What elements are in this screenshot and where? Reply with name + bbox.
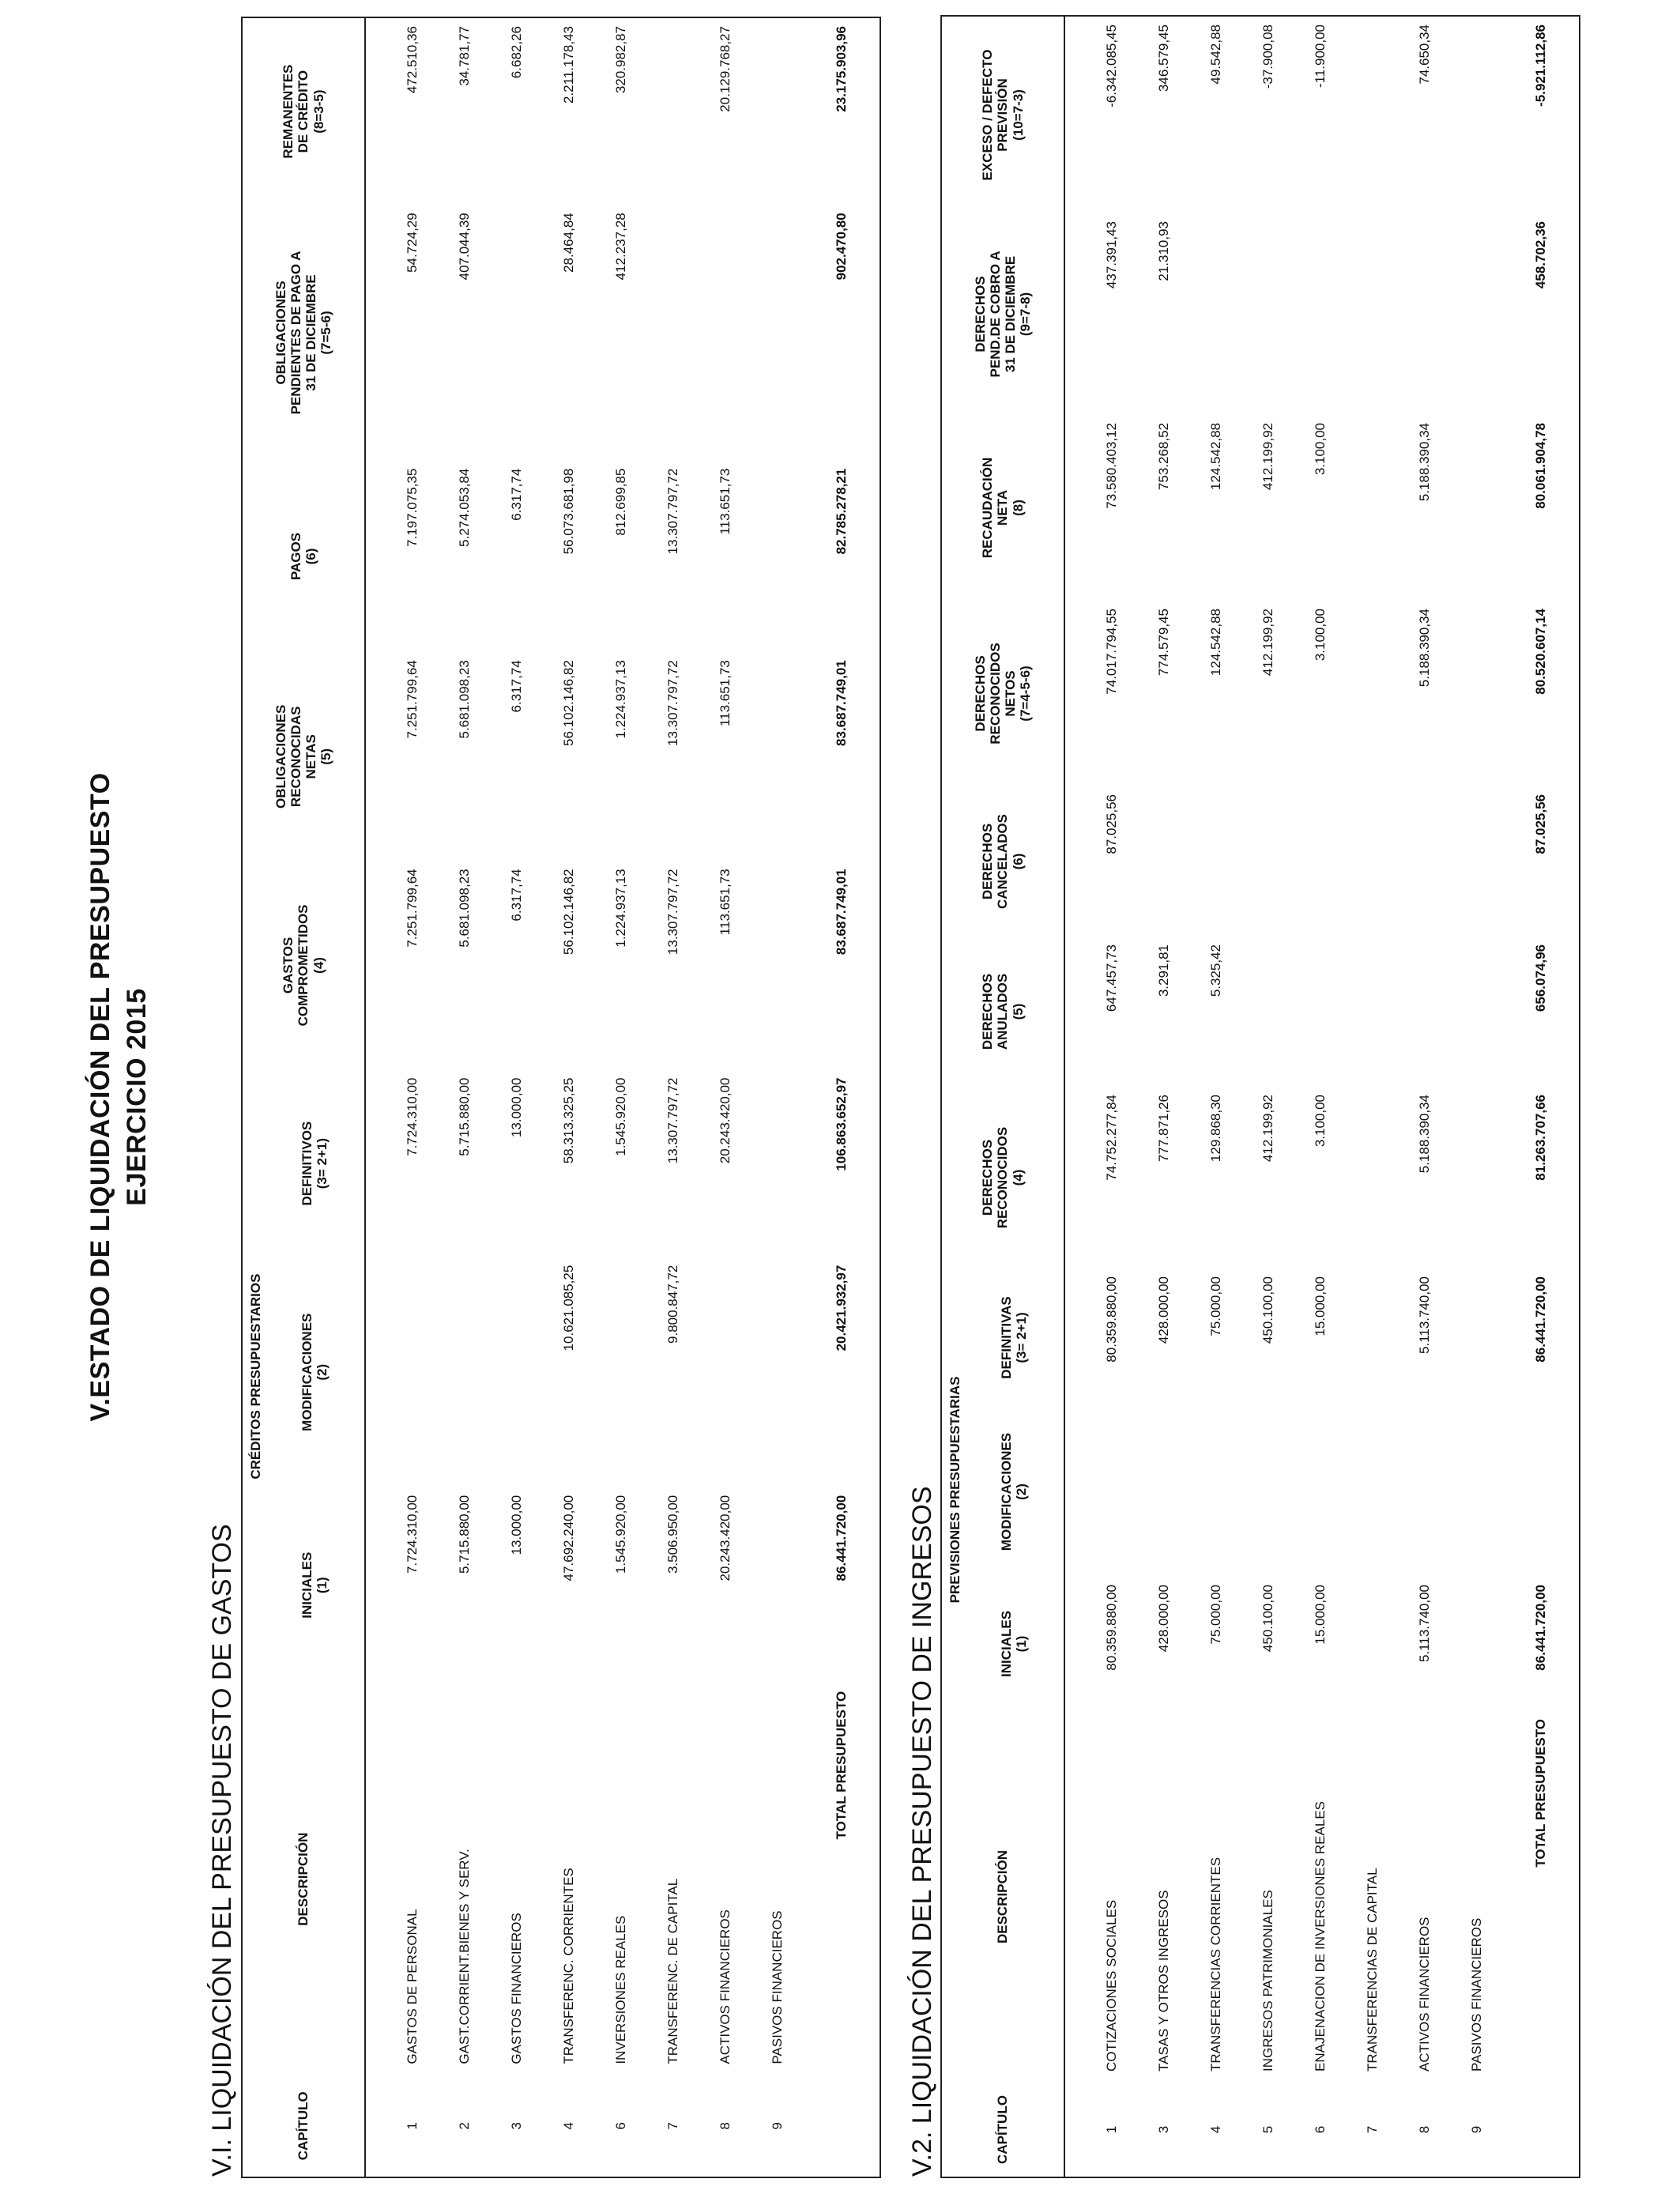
amount-cell: 28.464,84 [561, 213, 576, 273]
capitulo-cell: 3 [1156, 2125, 1171, 2134]
amount-cell: 13.000,00 [509, 1077, 524, 1138]
amount-cell: 777.871,26 [1156, 1094, 1171, 1163]
total-cell [1503, 2083, 1580, 2177]
amount-cell: 6.317,74 [509, 869, 524, 922]
amount-cell: 15.000,00 [1313, 1276, 1328, 1336]
amount-cell [1294, 1407, 1347, 1577]
ingresos-header-8: DERECHOS RECONOCIDOS NETOS (7=4-5-6) [941, 601, 1064, 786]
amount-cell [751, 861, 804, 1069]
amount-cell [1451, 601, 1503, 786]
amount-cell: 34.781,77 [457, 26, 472, 86]
amount-cell: 129.868,30 [1208, 1094, 1223, 1163]
amount-cell [1242, 786, 1294, 937]
amount-cell: 5.188.390,34 [1417, 422, 1432, 502]
descripcion-cell: ENAJENACION DE INVERSIONES REALES [1313, 1801, 1328, 2071]
amount-cell: 74.650,34 [1417, 24, 1432, 85]
ingresos-header-4: DEFINITIVAS (3= 2+1) [964, 1269, 1064, 1407]
gastos-header-3: MODIFICACIONES (2) [265, 1257, 365, 1487]
capitulo-cell: 6 [613, 2122, 628, 2130]
descripcion-cell: TRANSFERENC. CORRIENTES [561, 1868, 576, 2064]
amount-cell: 10.621.085,25 [561, 1265, 576, 1351]
total-cell: 87.025,56 [1533, 794, 1548, 854]
total-label: TOTAL PRESUPUESTO [834, 1691, 849, 1840]
amount-cell: 6.682,26 [509, 26, 524, 79]
amount-cell: 450.100,00 [1260, 1585, 1275, 1653]
table-row [699, 17, 751, 2177]
amount-cell: 47.692.240,00 [561, 1495, 576, 1581]
amount-cell [1242, 213, 1294, 415]
amount-cell: 774.579,45 [1156, 608, 1171, 677]
descripcion-cell: ACTIVOS FINANCIEROS [1417, 1917, 1432, 2071]
table-row [1347, 16, 1399, 2177]
amount-cell: 5.325,42 [1208, 944, 1223, 997]
amount-cell: 2.211.178,43 [561, 26, 576, 104]
table-row [647, 17, 699, 2177]
amount-cell: 56.102.146,82 [561, 660, 576, 746]
capitulo-cell: 1 [1104, 2125, 1119, 2134]
ingresos-header-11: EXCESO / DEFECTO PREVISIÓN (10=7-3) [941, 16, 1064, 213]
amount-cell [1294, 213, 1347, 415]
total-cell: 23.175.903,96 [834, 26, 849, 112]
amount-cell [1190, 786, 1242, 937]
amount-cell [1399, 1407, 1451, 1577]
amount-cell [699, 205, 751, 460]
gastos-header-4: DEFINITIVOS (3= 2+1) [265, 1070, 365, 1257]
amount-cell: 87.025,56 [1104, 794, 1119, 854]
total-cell: 656.074,96 [1533, 944, 1548, 1012]
amount-cell: 3.506.950,00 [665, 1495, 680, 1574]
amount-cell: 113.651,73 [718, 468, 733, 535]
amount-cell: 9.800.847,72 [665, 1265, 680, 1344]
descripcion-cell: COTIZACIONES SOCIALES [1104, 1899, 1119, 2071]
gastos-header-0: CAPÍTULO [242, 2075, 365, 2177]
amount-cell: 56.102.146,82 [561, 869, 576, 956]
amount-cell [1190, 213, 1242, 415]
amount-cell: 5.113.740,00 [1417, 1585, 1432, 1662]
amount-cell: 412.199,92 [1260, 608, 1275, 677]
amount-cell: 20.129.768,27 [718, 26, 733, 112]
amount-cell: 1.545.920,00 [613, 1495, 628, 1574]
amount-cell: 20.243.420,00 [718, 1077, 733, 1164]
ingresos-header-group-row [941, 16, 964, 2177]
amount-cell [1347, 937, 1399, 1087]
total-label: TOTAL PRESUPUESTO [1533, 1719, 1548, 1868]
amount-cell: 54.724,29 [405, 213, 420, 273]
amount-cell: 13.307.797,72 [665, 660, 680, 746]
descripcion-cell: INVERSIONES REALES [613, 1915, 628, 2064]
capitulo-cell: 4 [561, 2122, 576, 2130]
amount-cell: 5.715.880,00 [457, 1495, 472, 1574]
amount-cell: 428.000,00 [1156, 1585, 1171, 1653]
amount-cell: 113.651,73 [718, 660, 733, 727]
ingresos-header-10: DERECHOS PEND.DE COBRO A 31 DE DICIEMBRE (9=7-8) [941, 213, 1064, 415]
total-cell [1503, 1407, 1580, 1577]
capitulo-cell: 2 [457, 2122, 472, 2130]
amount-cell [699, 1257, 751, 1487]
gastos-header-group-row [242, 17, 265, 2177]
table-row [1399, 16, 1451, 2177]
gastos-group-header: CRÉDITOS PRESUPUESTARIOS [247, 1273, 263, 1480]
descripcion-cell: GAST.CORRIENT.BIENES Y SERV. [457, 1849, 472, 2064]
amount-cell [491, 1257, 543, 1487]
amount-cell [1347, 1577, 1399, 1711]
ingresos-header-5: DERECHOS RECONOCIDOS (4) [941, 1087, 1064, 1269]
amount-cell: -11.900,00 [1313, 24, 1328, 89]
amount-cell [1399, 786, 1451, 937]
amount-cell [1347, 601, 1399, 786]
amount-cell: 73.580.403,12 [1104, 422, 1119, 509]
amount-cell [1086, 1407, 1138, 1577]
descripcion-cell: INGRESOS PATRIMONIALES [1260, 1890, 1275, 2071]
descripcion-cell: PASIVOS FINANCIEROS [1469, 1917, 1484, 2071]
amount-cell: 1.545.920,00 [613, 1077, 628, 1156]
total-cell: 80.520.607,14 [1533, 608, 1548, 695]
capitulo-cell: 5 [1260, 2125, 1275, 2134]
amount-cell: 6.317,74 [509, 660, 524, 713]
ingresos-spacer-cell [1064, 16, 1086, 2177]
amount-cell: 74.017.794,55 [1104, 608, 1119, 695]
total-cell: -5.921.112,86 [1533, 24, 1548, 107]
amount-cell [1451, 1269, 1503, 1407]
ingresos-header-0: CAPÍTULO [941, 2083, 1064, 2177]
amount-cell [1451, 786, 1503, 937]
page-subtitle: EJERCICIO 2015 [122, 988, 152, 1206]
total-cell: 458.702,36 [1533, 221, 1548, 289]
amount-cell: 3.291,81 [1156, 944, 1171, 997]
ingresos-total-row [1503, 16, 1580, 2177]
amount-cell [751, 205, 804, 460]
descripcion-cell: TRANSFERENCIAS DE CAPITAL [1365, 1868, 1380, 2071]
ingresos-header-3: MODIFICACIONES (2) [964, 1407, 1064, 1577]
amount-cell [647, 205, 699, 460]
amount-cell [1347, 16, 1399, 213]
amount-cell [751, 1257, 804, 1487]
amount-cell: 21.310,93 [1156, 221, 1171, 281]
gastos-section-title: V.I. LIQUIDACIÓN DEL PRESUPUESTO DE GASTOS [207, 1524, 237, 2177]
gastos-header-5: GASTOS COMPROMETIDOS (4) [242, 861, 365, 1069]
gastos-header-1: DESCRIPCIÓN [242, 1683, 365, 2075]
amount-cell: 58.313.325,25 [561, 1077, 576, 1164]
total-cell: 86.441.720,00 [834, 1495, 849, 1581]
table-row [491, 17, 543, 2177]
amount-cell: 3.100,00 [1313, 1094, 1328, 1148]
ingresos-spacer-row [1064, 16, 1086, 2177]
amount-cell [491, 205, 543, 460]
total-cell: 82.785.278,21 [834, 468, 849, 555]
total-cell: 81.263.707,66 [1533, 1094, 1548, 1181]
amount-cell [1138, 786, 1190, 937]
amount-cell: 412.199,92 [1260, 422, 1275, 491]
amount-cell [1294, 786, 1347, 937]
amount-cell: 13.307.797,72 [665, 1077, 680, 1164]
capitulo-cell: 8 [718, 2122, 733, 2130]
amount-cell [1242, 937, 1294, 1087]
gastos-header-8: OBLIGACIONES PENDIENTES DE PAGO A 31 DE DICIEMBRE (7=5-6) [242, 205, 365, 460]
capitulo-cell: 7 [1365, 2125, 1380, 2134]
amount-cell: 346.579,45 [1156, 24, 1171, 92]
capitulo-cell: 9 [770, 2122, 785, 2130]
amount-cell: 1.224.937,13 [613, 869, 628, 948]
amount-cell [1347, 415, 1399, 601]
amount-cell: 1.224.937,13 [613, 660, 628, 739]
gastos-spacer-row [365, 17, 386, 2177]
amount-cell: 428.000,00 [1156, 1276, 1171, 1344]
capitulo-cell: 7 [665, 2122, 680, 2130]
amount-cell: 113.651,73 [718, 869, 733, 936]
amount-cell: 5.113.740,00 [1417, 1276, 1432, 1354]
table-row [1190, 16, 1242, 2177]
amount-cell [1451, 937, 1503, 1087]
gastos-header-6: OBLIGACIONES RECONOCIDAS NETAS (5) [242, 652, 365, 861]
gastos-total-row [804, 17, 880, 2177]
total-cell: 20.421.932,97 [834, 1265, 849, 1351]
amount-cell: 124.542,88 [1208, 608, 1223, 677]
table-row [1138, 16, 1190, 2177]
amount-cell: 5.715.880,00 [457, 1077, 472, 1156]
amount-cell [647, 17, 699, 205]
amount-cell: 412.199,92 [1260, 1094, 1275, 1163]
table-row [1451, 16, 1503, 2177]
ingresos-header-9: RECAUDACIÓN NETA (8) [941, 415, 1064, 601]
amount-cell [1294, 937, 1347, 1087]
descripcion-cell: TRANSFERENC. DE CAPITAL [665, 1878, 680, 2064]
amount-cell: 75.000,00 [1208, 1276, 1223, 1336]
table-row [751, 17, 804, 2177]
amount-cell: 472.510,36 [405, 26, 420, 94]
capitulo-cell: 9 [1469, 2125, 1484, 2134]
amount-cell: 437.391,43 [1104, 221, 1119, 289]
table-row [386, 17, 439, 2177]
amount-cell [1138, 1407, 1190, 1577]
gastos-header-7: PAGOS (6) [242, 461, 365, 653]
descripcion-cell: ACTIVOS FINANCIEROS [718, 1909, 733, 2064]
amount-cell: 7.724.310,00 [405, 1077, 420, 1156]
amount-cell: 7.724.310,00 [405, 1495, 420, 1574]
amount-cell [1451, 415, 1503, 601]
amount-cell [1451, 1577, 1503, 1711]
ingresos-header-1: DESCRIPCIÓN [941, 1711, 1064, 2083]
gastos-spacer-cell [365, 17, 386, 2177]
amount-cell: 450.100,00 [1260, 1276, 1275, 1344]
amount-cell [1451, 16, 1503, 213]
amount-cell [751, 652, 804, 861]
ingresos-header-2: INICIALES (1) [964, 1577, 1064, 1711]
amount-cell [1347, 1087, 1399, 1269]
amount-cell: 7.251.799,64 [405, 869, 420, 948]
amount-cell [1347, 1269, 1399, 1407]
page-title: V.ESTADO DE LIQUIDACIÓN DEL PRESUPUESTO [85, 772, 115, 1422]
ingresos-header-6: DERECHOS ANULADOS (5) [941, 937, 1064, 1087]
table-row [1086, 16, 1138, 2177]
amount-cell [751, 1070, 804, 1257]
amount-cell: -6.342.085,45 [1104, 24, 1119, 107]
descripcion-cell: TASAS Y OTROS INGRESOS [1156, 1890, 1171, 2071]
amount-cell: 80.359.880,00 [1104, 1585, 1119, 1671]
amount-cell [751, 461, 804, 653]
amount-cell: 13.000,00 [509, 1495, 524, 1555]
table-row [543, 17, 595, 2177]
amount-cell [1451, 1407, 1503, 1577]
gastos-table [241, 17, 881, 2178]
amount-cell: 15.000,00 [1313, 1585, 1328, 1645]
amount-cell: 49.542,88 [1208, 24, 1223, 85]
table-row [595, 17, 647, 2177]
ingresos-group-header: PREVISIONES PRESUPUESTARIAS [947, 1376, 962, 1604]
table-row [439, 17, 491, 2177]
amount-cell [386, 1257, 439, 1487]
amount-cell: 753.268,52 [1156, 422, 1171, 491]
amount-cell: 124.542,88 [1208, 422, 1223, 491]
ingresos-header-7: DERECHOS CANCELADOS (6) [941, 786, 1064, 937]
total-cell: 83.687.749,01 [834, 660, 849, 746]
amount-cell: 3.100,00 [1313, 608, 1328, 662]
amount-cell [1399, 213, 1451, 415]
amount-cell: 20.243.420,00 [718, 1495, 733, 1581]
ingresos-table [940, 15, 1580, 2178]
capitulo-cell: 3 [509, 2122, 524, 2130]
amount-cell [1347, 1407, 1399, 1577]
capitulo-cell: 4 [1208, 2125, 1223, 2134]
amount-cell: 647.457,73 [1104, 944, 1119, 1012]
amount-cell: 412.237,28 [613, 213, 628, 281]
ingresos-section-title: V.2. LIQUIDACIÓN DEL PRESUPUESTO DE INGRESOS [907, 1486, 937, 2177]
table-row [1242, 16, 1294, 2177]
amount-cell [751, 1487, 804, 1683]
amount-cell [1399, 937, 1451, 1087]
amount-cell: 80.359.880,00 [1104, 1276, 1119, 1363]
amount-cell: 6.317,74 [509, 468, 524, 521]
amount-cell: 56.073.681,98 [561, 468, 576, 555]
total-cell [804, 2075, 880, 2177]
amount-cell: 7.197.075,35 [405, 468, 420, 547]
total-cell: 83.687.749,01 [834, 869, 849, 956]
total-cell: 86.441.720,00 [1533, 1276, 1548, 1363]
descripcion-cell: GASTOS FINANCIEROS [509, 1913, 524, 2064]
amount-cell: 74.752.277,84 [1104, 1094, 1119, 1181]
amount-cell: 3.100,00 [1313, 422, 1328, 476]
amount-cell: 812.699,85 [613, 468, 628, 536]
amount-cell: 13.307.797,72 [665, 869, 680, 956]
gastos-header-9: REMANENTES DE CRÉDITO (8=3-5) [242, 17, 365, 205]
descripcion-cell: TRANSFERENCIAS CORRIENTES [1208, 1857, 1223, 2071]
amount-cell: 13.307.797,72 [665, 468, 680, 555]
amount-cell [439, 1257, 491, 1487]
amount-cell: 407.044,39 [457, 213, 472, 281]
total-cell: 80.061.904,78 [1533, 422, 1548, 509]
amount-cell [1451, 1087, 1503, 1269]
total-cell: 106.863.652,97 [834, 1077, 849, 1171]
amount-cell: 5.274.053,84 [457, 468, 472, 547]
gastos-header-2: INICIALES (1) [265, 1487, 365, 1683]
amount-cell: 5.188.390,34 [1417, 608, 1432, 688]
amount-cell: 5.188.390,34 [1417, 1094, 1432, 1174]
capitulo-cell: 8 [1417, 2125, 1432, 2134]
amount-cell: 7.251.799,64 [405, 660, 420, 739]
total-cell: 902.470,80 [834, 213, 849, 281]
amount-cell [1190, 1407, 1242, 1577]
amount-cell: 75.000,00 [1208, 1585, 1223, 1645]
total-cell: 86.441.720,00 [1533, 1585, 1548, 1671]
amount-cell [595, 1257, 647, 1487]
table-row [1294, 16, 1347, 2177]
amount-cell [1242, 1407, 1294, 1577]
amount-cell [751, 17, 804, 205]
amount-cell: -37.900,08 [1260, 24, 1275, 89]
amount-cell [1451, 213, 1503, 415]
amount-cell [1347, 213, 1399, 415]
descripcion-cell: GASTOS DE PERSONAL [405, 1909, 420, 2064]
descripcion-cell: PASIVOS FINANCIEROS [770, 1910, 785, 2064]
amount-cell: 5.681.098,23 [457, 869, 472, 948]
amount-cell: 320.982,87 [613, 26, 628, 94]
capitulo-cell: 6 [1313, 2125, 1328, 2134]
amount-cell [1347, 786, 1399, 937]
amount-cell: 5.681.098,23 [457, 660, 472, 739]
capitulo-cell: 1 [405, 2122, 420, 2130]
